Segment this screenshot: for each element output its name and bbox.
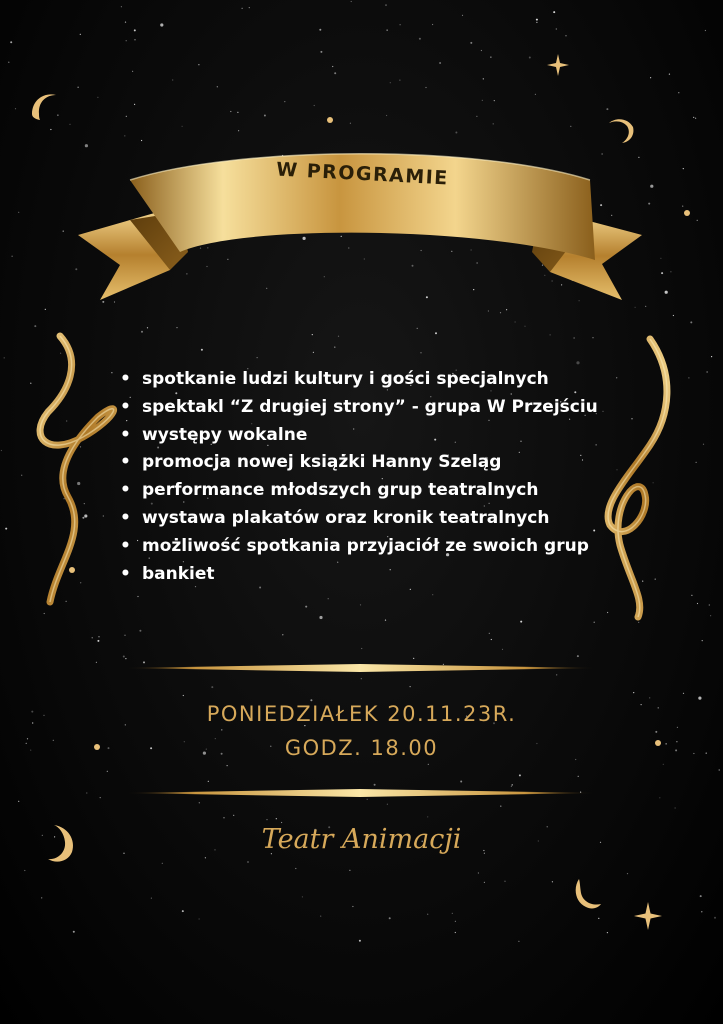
star-dot — [15, 108, 16, 109]
star-dot — [208, 781, 209, 782]
star-dot — [556, 28, 557, 29]
star-dot — [425, 87, 426, 88]
list-item — [120, 449, 598, 477]
star-dot — [556, 674, 557, 675]
star-dot — [134, 39, 135, 40]
star-dot — [413, 658, 414, 659]
star-dot — [435, 332, 437, 334]
star-dot — [574, 337, 575, 338]
star-dot — [10, 41, 12, 43]
star-dot — [670, 271, 671, 272]
star-dot — [24, 870, 25, 871]
list-item-text: spotkanie ludzi kultury i gości specjalnych — [142, 369, 549, 389]
star-dot — [483, 78, 484, 79]
star-dot — [182, 126, 183, 127]
star-dot — [334, 347, 335, 348]
star-dot — [332, 66, 333, 67]
star-dot — [702, 640, 703, 641]
star-dot — [455, 921, 456, 922]
star-dot — [683, 693, 684, 694]
star-dot — [295, 868, 296, 869]
star-dot — [677, 727, 678, 728]
list-item — [120, 394, 598, 422]
star-dot — [455, 132, 457, 134]
star-dot — [100, 797, 101, 798]
sparkle-star-icon — [634, 902, 662, 930]
star-dot — [351, 1, 352, 2]
star-dot — [319, 616, 322, 619]
star-dot — [460, 781, 462, 783]
star-dot — [705, 30, 706, 31]
star-dot — [387, 30, 388, 31]
list-item-text: bankiet — [142, 563, 215, 584]
star-dot — [462, 15, 463, 16]
star-dot — [126, 116, 127, 117]
star-dot — [476, 116, 477, 117]
list-item — [120, 533, 598, 561]
star-dot — [217, 86, 218, 87]
star-dot — [334, 72, 336, 74]
star-dot — [310, 699, 312, 701]
star-dot — [312, 334, 313, 335]
list-bullet: • — [120, 507, 131, 528]
venue-name: Teatr Animacji — [261, 824, 462, 855]
star-dot — [4, 357, 5, 358]
star-dot — [233, 815, 234, 816]
star-dot — [199, 802, 200, 803]
star-dot — [78, 87, 79, 88]
star-dot — [390, 82, 391, 83]
star-dot — [328, 598, 329, 599]
star-dot — [427, 816, 428, 817]
star-dot — [257, 357, 258, 358]
star-dot — [360, 604, 361, 605]
star-dot — [607, 932, 608, 933]
crescent-moon-icon — [570, 876, 602, 912]
star-dot — [80, 34, 81, 35]
star-dot — [493, 123, 494, 124]
star-dot — [660, 258, 661, 259]
star-dot — [577, 655, 579, 657]
star-dot — [410, 589, 411, 590]
star-dot — [386, 115, 387, 116]
star-dot — [92, 637, 93, 638]
gold-dot — [684, 210, 690, 216]
star-dot — [690, 321, 692, 323]
list-item-text: performance młodszych grup teatralnych — [142, 480, 539, 501]
star-dot — [578, 776, 579, 777]
star-dot — [314, 105, 315, 106]
star-dot — [494, 100, 495, 101]
star-dot — [707, 371, 708, 372]
star-dot — [126, 40, 127, 41]
star-dot — [1, 450, 2, 451]
star-dot — [41, 897, 42, 898]
star-dot — [86, 792, 87, 793]
star-dot — [199, 918, 200, 919]
list-bullet: • — [120, 563, 131, 584]
star-dot — [659, 797, 660, 798]
star-dot — [227, 765, 228, 766]
star-dot — [160, 23, 163, 26]
star-dot — [417, 328, 418, 329]
star-dot — [124, 135, 125, 136]
star-dot — [8, 62, 9, 63]
star-dot — [50, 129, 51, 130]
star-dot — [663, 764, 664, 765]
star-dot — [139, 630, 141, 632]
star-dot — [693, 117, 694, 118]
star-dot — [598, 918, 599, 919]
star-dot — [650, 185, 653, 188]
star-dot — [520, 621, 522, 623]
star-dot — [419, 38, 421, 40]
star-dot — [134, 29, 136, 31]
star-dot — [141, 331, 143, 333]
star-dot — [18, 212, 19, 213]
gold-divider — [125, 664, 595, 672]
list-item-text: promocja nowej książki Hanny Szeląg — [142, 452, 502, 473]
star-dot — [682, 206, 683, 207]
star-dot — [282, 634, 283, 635]
star-dot — [389, 917, 391, 919]
list-bullet: • — [120, 535, 131, 556]
star-dot — [350, 123, 351, 124]
star-dot — [134, 104, 135, 105]
star-dot — [302, 896, 303, 897]
star-dot — [700, 895, 702, 897]
star-dot — [320, 916, 321, 917]
star-dot — [211, 686, 213, 688]
star-dot — [511, 786, 512, 787]
star-dot — [518, 941, 519, 942]
star-dot — [661, 272, 663, 274]
star-dot — [420, 352, 421, 353]
star-dot — [182, 910, 184, 912]
star-dot — [249, 7, 250, 8]
list-item-text: możliwość spotkania przyjaciół ze swoich grup — [142, 535, 589, 556]
star-dot — [669, 74, 670, 75]
star-dot — [147, 327, 148, 328]
list-bullet: • — [120, 452, 131, 473]
star-dot — [349, 870, 350, 871]
star-dot — [470, 42, 472, 44]
star-dot — [627, 873, 628, 874]
star-dot — [565, 35, 566, 36]
list-item — [120, 561, 598, 589]
list-item — [120, 366, 598, 394]
star-dot — [432, 594, 433, 595]
star-dot — [242, 8, 243, 9]
star-dot — [361, 678, 362, 679]
list-bullet: • — [120, 424, 131, 445]
star-dot — [650, 77, 651, 78]
list-bullet: • — [120, 369, 131, 389]
star-dot — [478, 872, 479, 873]
star-dot — [305, 606, 307, 608]
star-dot — [361, 648, 362, 649]
star-dot — [385, 4, 387, 6]
star-dot — [701, 911, 702, 912]
star-dot — [553, 11, 555, 13]
star-dot — [205, 857, 206, 858]
star-dot — [491, 639, 492, 640]
star-dot — [515, 321, 516, 322]
star-dot — [247, 861, 248, 862]
star-dot — [276, 818, 277, 819]
star-dot — [320, 51, 322, 53]
star-dot — [198, 64, 199, 65]
star-dot — [63, 231, 64, 232]
star-dot — [455, 932, 456, 933]
star-dot — [5, 528, 7, 530]
gold-dot — [327, 117, 333, 123]
star-dot — [359, 940, 361, 942]
star-dot — [678, 92, 679, 93]
star-dot — [121, 6, 122, 7]
star-dot — [719, 769, 720, 770]
star-dot — [34, 325, 36, 327]
star-dot — [125, 22, 126, 23]
gold-divider — [125, 789, 595, 797]
star-dot — [237, 112, 238, 113]
star-dot — [504, 881, 505, 882]
star-dot — [385, 620, 386, 621]
list-item — [120, 505, 598, 533]
star-dot — [124, 635, 125, 636]
star-dot — [519, 774, 521, 776]
star-dot — [281, 822, 282, 823]
star-dot — [427, 914, 428, 915]
star-dot — [238, 130, 239, 131]
star-dot — [97, 97, 98, 98]
star-dot — [45, 309, 46, 310]
star-dot — [439, 62, 441, 64]
star-dot — [683, 168, 684, 169]
crescent-moon-icon — [30, 92, 62, 122]
star-dot — [552, 881, 553, 882]
list-item-text: wystawa plakatów oraz kronik teatralnych — [142, 507, 550, 528]
star-dot — [649, 697, 650, 698]
star-dot — [313, 352, 314, 353]
star-dot — [18, 801, 19, 802]
star-dot — [695, 118, 696, 119]
star-dot — [352, 906, 353, 907]
star-dot — [201, 349, 203, 351]
star-dot — [633, 692, 634, 693]
star-dot — [230, 111, 231, 112]
star-dot — [500, 806, 501, 807]
star-dot — [481, 50, 482, 51]
star-dot — [44, 613, 45, 614]
star-dot — [535, 94, 536, 95]
star-dot — [484, 882, 485, 883]
star-dot — [21, 475, 22, 476]
star-dot — [432, 24, 433, 25]
star-dot — [223, 817, 224, 818]
star-dot — [500, 312, 501, 313]
event-time: GODZ. 18.00 — [284, 736, 439, 760]
star-dot — [655, 731, 657, 733]
star-dot — [536, 19, 538, 21]
star-dot — [123, 656, 125, 658]
star-dot — [709, 604, 710, 605]
star-dot — [703, 444, 704, 445]
star-dot — [107, 771, 108, 772]
star-dot — [428, 764, 429, 765]
program-title: W PROGRAMIE — [275, 158, 450, 190]
star-dot — [606, 108, 608, 110]
star-dot — [176, 327, 177, 328]
star-dot — [132, 71, 133, 72]
star-dot — [162, 863, 163, 864]
event-date: PONIEDZIAŁEK 20.11.23R. — [206, 702, 517, 726]
list-bullet: • — [120, 480, 131, 501]
star-dot — [221, 729, 222, 730]
star-dot — [387, 804, 388, 805]
star-dot — [183, 695, 184, 696]
star-dot — [367, 799, 368, 800]
star-dot — [400, 24, 401, 25]
star-dot — [711, 356, 712, 357]
star-dot — [675, 807, 676, 808]
star-dot — [410, 686, 411, 687]
star-dot — [698, 697, 701, 700]
star-dot — [97, 640, 99, 642]
star-dot — [576, 361, 579, 364]
star-dot — [536, 22, 537, 23]
star-dot — [266, 819, 267, 820]
star-dot — [665, 291, 668, 294]
star-dot — [12, 256, 13, 257]
star-dot — [710, 615, 711, 616]
star-dot — [338, 336, 339, 337]
list-item-text: spektakl “Z drugiej strony” - grupa W Przejściu — [142, 396, 598, 417]
list-bullet: • — [120, 396, 131, 417]
star-dot — [399, 80, 400, 81]
star-dot — [319, 29, 321, 31]
star-dot — [172, 79, 173, 80]
star-dot — [452, 913, 453, 914]
star-dot — [524, 326, 525, 327]
star-dot — [98, 636, 99, 637]
star-dot — [488, 310, 489, 311]
list-item — [120, 477, 598, 505]
star-dot — [125, 658, 126, 659]
sparkle-star-icon — [547, 54, 569, 76]
star-dot — [264, 115, 266, 117]
star-dot — [673, 315, 674, 316]
gold-streamer — [590, 335, 700, 625]
star-dot — [284, 101, 285, 102]
program-list — [120, 366, 598, 588]
star-dot — [490, 57, 491, 58]
star-dot — [374, 784, 376, 786]
star-dot — [714, 917, 716, 919]
star-dot — [502, 649, 503, 650]
star-dot — [529, 57, 531, 59]
star-dot — [570, 126, 571, 127]
star-dot — [96, 662, 97, 663]
star-dot — [512, 784, 513, 785]
star-dot — [69, 124, 70, 125]
list-item-text: występy wokalne — [142, 424, 308, 445]
star-dot — [550, 334, 551, 335]
star-dot — [489, 633, 490, 634]
star-dot — [697, 220, 698, 221]
list-item — [120, 422, 598, 450]
star-dot — [482, 100, 483, 101]
star-dot — [151, 898, 152, 899]
star-dot — [73, 931, 75, 933]
